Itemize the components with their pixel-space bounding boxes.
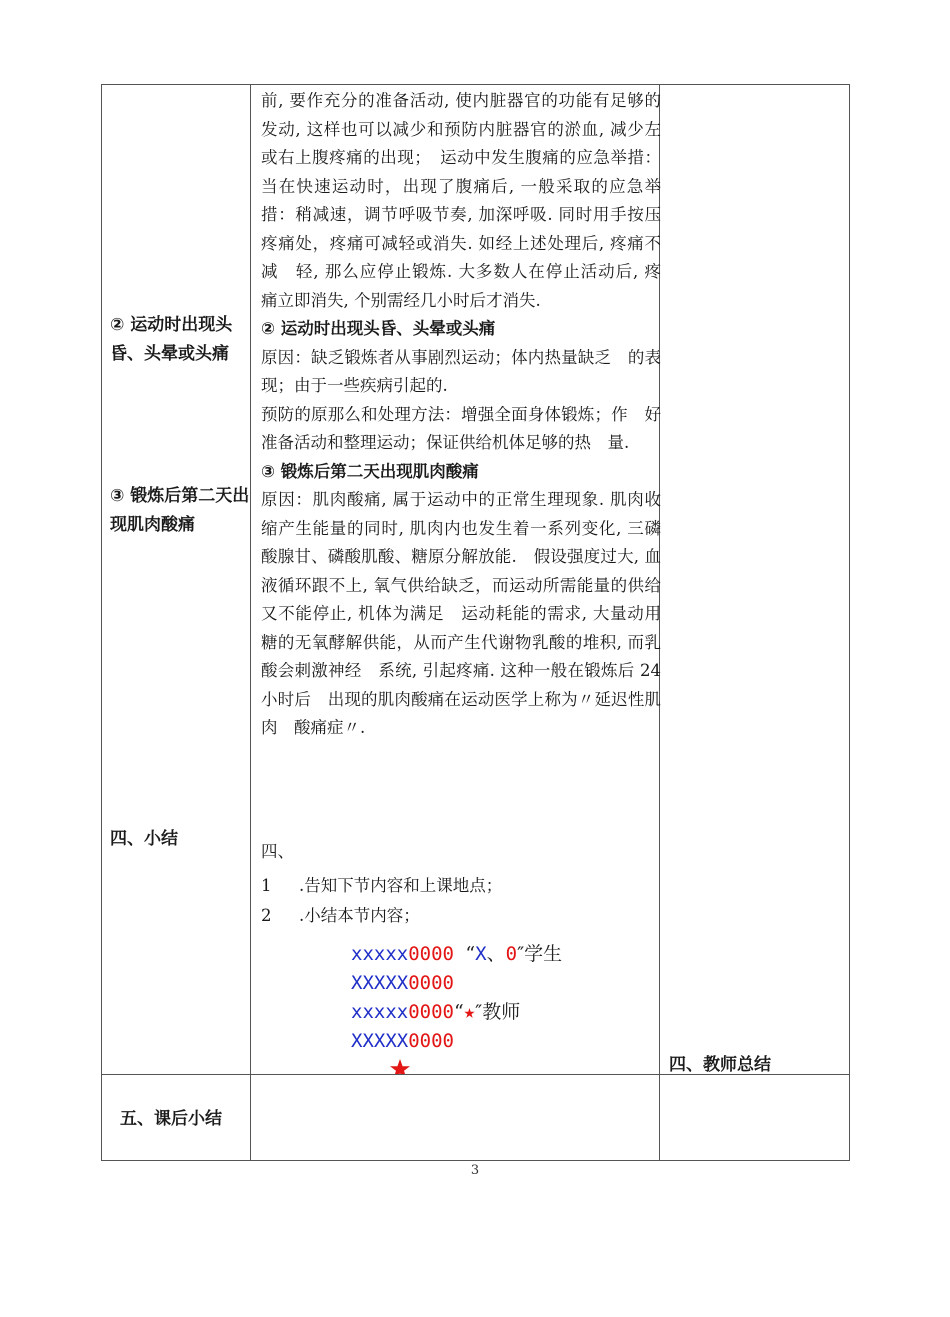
after-class-summary-label: 五、课后小结 <box>120 1109 222 1129</box>
section-four-heading: 四、 <box>261 842 294 861</box>
formation-zeros: 0000 <box>408 1001 454 1023</box>
legend-zero: 0 <box>505 943 518 965</box>
formation-row-4 <box>351 1027 454 1056</box>
list-item <box>261 902 420 930</box>
teacher-position-star-icon <box>389 1058 411 1074</box>
formation-x: xxxxx <box>351 1001 409 1023</box>
left-label-summary: 四、小结 <box>110 829 178 849</box>
legend-students-label: 学生 <box>524 943 563 965</box>
list-item-text: .告知下节内容和上课地点； <box>299 876 503 895</box>
quote-open: “ <box>465 943 476 965</box>
heading-muscle-soreness: ③ 锻炼后第二天出现肌肉酸痛 <box>261 461 479 481</box>
left-label-dizziness: ② 运动时出现头昏、头晕或头痛 <box>110 315 233 364</box>
column-divider-left <box>250 84 251 1161</box>
legend-teacher-label: 教师 <box>482 1001 521 1023</box>
list-item-number: 1 <box>261 876 272 895</box>
formation-zeros: 0000 <box>408 943 454 965</box>
formation-row-2 <box>351 969 454 998</box>
heading-dizziness: ② 运动时出现头昏、头晕或头痛 <box>261 319 496 338</box>
formation-zeros: 0000 <box>408 972 454 994</box>
main-content <box>261 87 678 743</box>
paragraph-muscle-soreness-cause: 原因：肌肉酸痛, 属于运动中的正常生理现象. 肌肉收缩产生能量的同时, 肌肉内也发生着一系列变化, 三磷酸腺甘、磷酸肌酸、糖原分解放能. 假设强度过大, 血液循环跟不上, 氧气供给缺乏，而运动所需能量的供给又不能停止, 机体为满足 运动耗能的需求, 大量动用糖的无氧酵解供能，从而产生代谢物乳酸的堆积, 而乳酸会刺激神经 系统, 引起疼痛. 这种一般在锻炼后 24 小时后 出现的肌肉酸痛在运动医学上称为〃延迟性肌肉 酸痛症〃. <box>261 490 661 737</box>
formation-row-students <box>351 940 562 969</box>
formation-x: XXXXX <box>351 1030 409 1052</box>
formation-row-teacher <box>351 998 520 1027</box>
list-item <box>261 872 502 900</box>
teacher-summary-label: 四、教师总结 <box>669 1055 771 1075</box>
formation-x: XXXXX <box>351 972 409 994</box>
legend-separator: 、 <box>486 943 506 965</box>
page-number: 3 <box>470 1163 480 1178</box>
formation-zeros: 0000 <box>408 1030 454 1052</box>
quote-close: ″ <box>517 943 525 965</box>
paragraph-dizziness-prevention: 预防的原那么和处理方法：增强全面身体锻炼；作 好准备活动和整理运动；保证供给机体足够的热 量. <box>261 404 661 452</box>
list-item-number: 2 <box>261 906 272 925</box>
paragraph-dizziness-cause: 原因：缺乏锻炼者从事剧烈运动；体内热量缺乏 的表现；由于一些疾病引起的. <box>261 347 661 395</box>
left-label-muscle-soreness: ③ 锻炼后第二天出现肌肉酸痛 <box>110 486 250 535</box>
star-icon: ★ <box>463 1001 476 1023</box>
formation-x: xxxxx <box>351 943 409 965</box>
legend-x: X <box>475 943 487 965</box>
quote-close: ″ <box>475 1001 483 1023</box>
paragraph-abdominal-pain: 前, 要作充分的准备活动, 使内脏器官的功能有足够的发动, 这样也可以减少和预防内脏器官的淤血, 减少左或右上腹疼痛的出现； 运动中发生腹痛的应急举措：当在快速运动时，出现了腹痛后, 一般采取的应急举措：稍减速，调节呼吸节奏, 加深呼吸. 同时用手按压疼痛处，疼痛可减轻或消失. 如经上述处理后, 疼痛不减 轻, 那么应停止锻炼. 大多数人在停止活动后, 疼 痛立即消失, 个别需经几小时后才消失. <box>261 91 678 310</box>
list-item-text: .小结本节内容； <box>299 906 420 925</box>
quote-open: “ <box>453 1001 464 1023</box>
